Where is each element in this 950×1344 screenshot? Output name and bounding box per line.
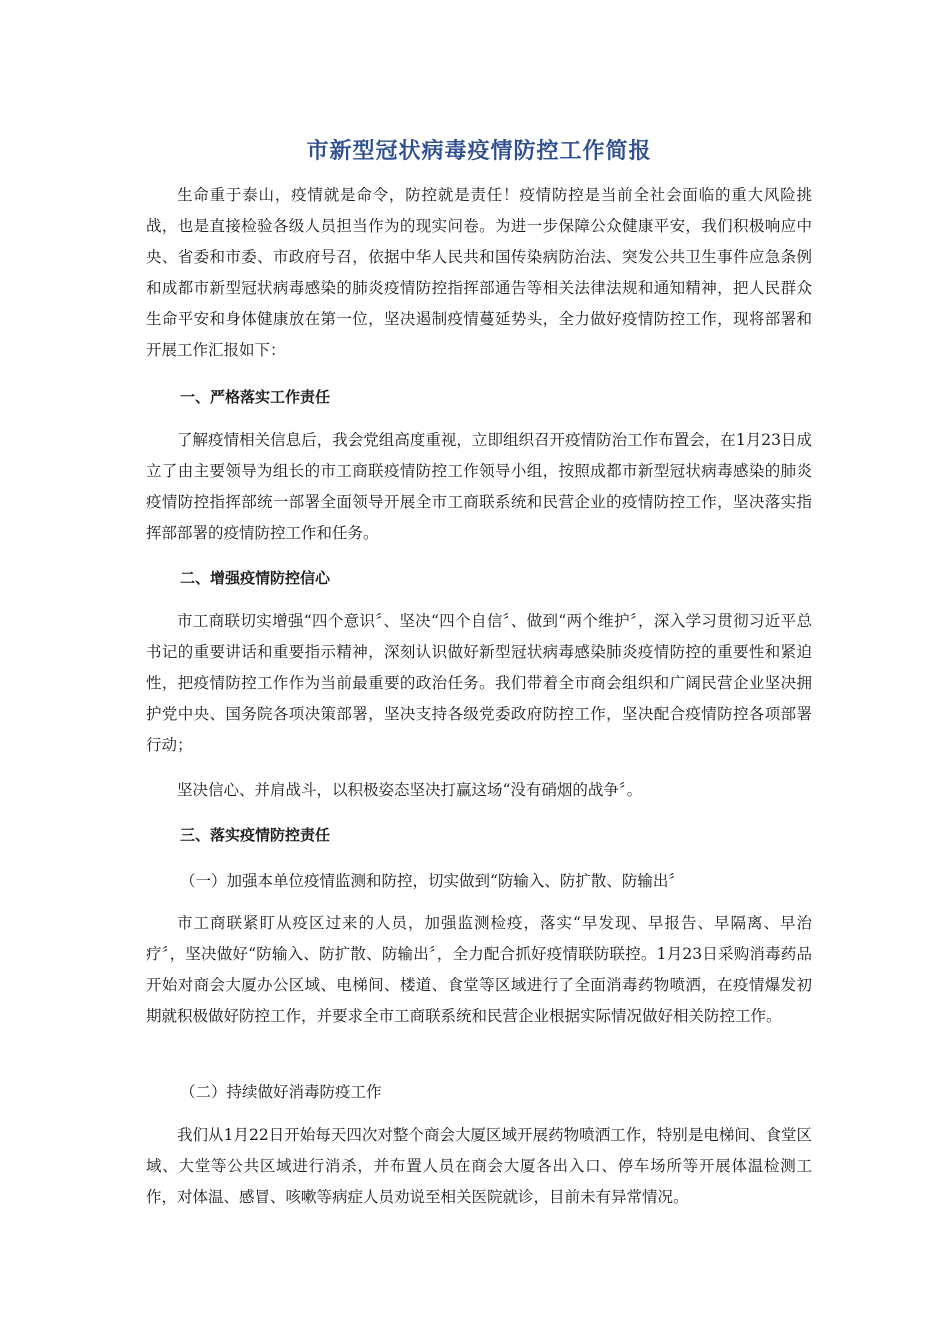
section-2-paragraph-1: 市工商联切实增强“四个意识〞、坚决“四个自信〞、做到“两个维护〞，深入学习贯彻习近平总书记的重要讲话和重要指示精神，深刻认识做好新型冠状病毒感染肺炎疫情防控的重要性和紧迫性，把疫情防控工作作为当前最重要的政治任务。我们带着全市商会组织和广阔民营企业坚决拥护党中央、国务院各项决策部署，坚决支持各级党委政府防控工作，坚决配合疫情防控各项部署行动； (146, 612, 812, 754)
subsection-2-heading: （二）持续做好消毒防疫工作 (180, 1083, 382, 1101)
section-3-heading: 三、落实疫情防控责任 (180, 826, 331, 844)
section-1-heading: 一、严格落实工作责任 (180, 388, 331, 406)
section-2-heading: 二、增强疫情防控信心 (180, 569, 331, 587)
subsection-1-heading: （一）加强本单位疫情监测和防控，切实做到“防输入、防扩散、防输出〞 (180, 872, 684, 890)
subsection-1-paragraph: 市工商联紧盯从疫区过来的人员，加强监测检疫，落实“早发现、早报告、早隔离、早治疗〞，坚决做好“防输入、防扩散、防输出〞，全力配合抓好疫情联防联控。1月23日采购消毒药品开始对商会大厦办公区域、电梯间、楼道、食堂等区域进行了全面消毒药物喷洒，在疫情爆发初期就积极做好防控工作，并要求全市工商联系统和民营企业根据实际情况做好相关防控工作。 (146, 914, 812, 1025)
document-title: 市新型冠状病毒疫情防控工作简报 (306, 139, 652, 164)
intro-paragraph: 生命重于泰山，疫情就是命令，防控就是责任！疫情防控是当前全社会面临的重大风险挑战，也是直接检验各级人员担当作为的现实问卷。为进一步保障公众健康平安，我们积极响应中央、省委和市委、市政府号召，依据中华人民共和国传染病防治法、突发公共卫生事件应急条例和成都市新型冠状病毒感染的肺炎疫情防控指挥部通告等相关法律法规和通知精神，把人民群众生命平安和身体健康放在第一位，坚决遏制疫情蔓延势头，全力做好疫情防控工作，现将部署和开展工作汇报如下： (146, 186, 812, 359)
section-1-paragraph: 了解疫情相关信息后，我会党组高度重视，立即组织召开疫情防治工作布置会，在1月23日成立了由主要领导为组长的市工商联疫情防控工作领导小组，按照成都市新型冠状病毒感染的肺炎疫情防控指挥部统一部署全面领导开展全市工商联系统和民营企业的疫情防控工作，坚决落实指挥部部署的疫情防控工作和任务。 (146, 431, 812, 542)
section-2-paragraph-2: 坚决信心、并肩战斗，以积极姿态坚决打赢这场“没有硝烟的战争〞。 (177, 781, 643, 799)
subsection-2-paragraph: 我们从1月22日开始每天四次对整个商会大厦区域开展药物喷洒工作，特别是电梯间、食堂区域、大堂等公共区域进行消杀，并布置人员在商会大厦各出入口、停车场所等开展体温检测工作，对体温、感冒、咳嗽等病症人员劝说至相关医院就诊，目前未有异常情况。 (146, 1126, 812, 1206)
